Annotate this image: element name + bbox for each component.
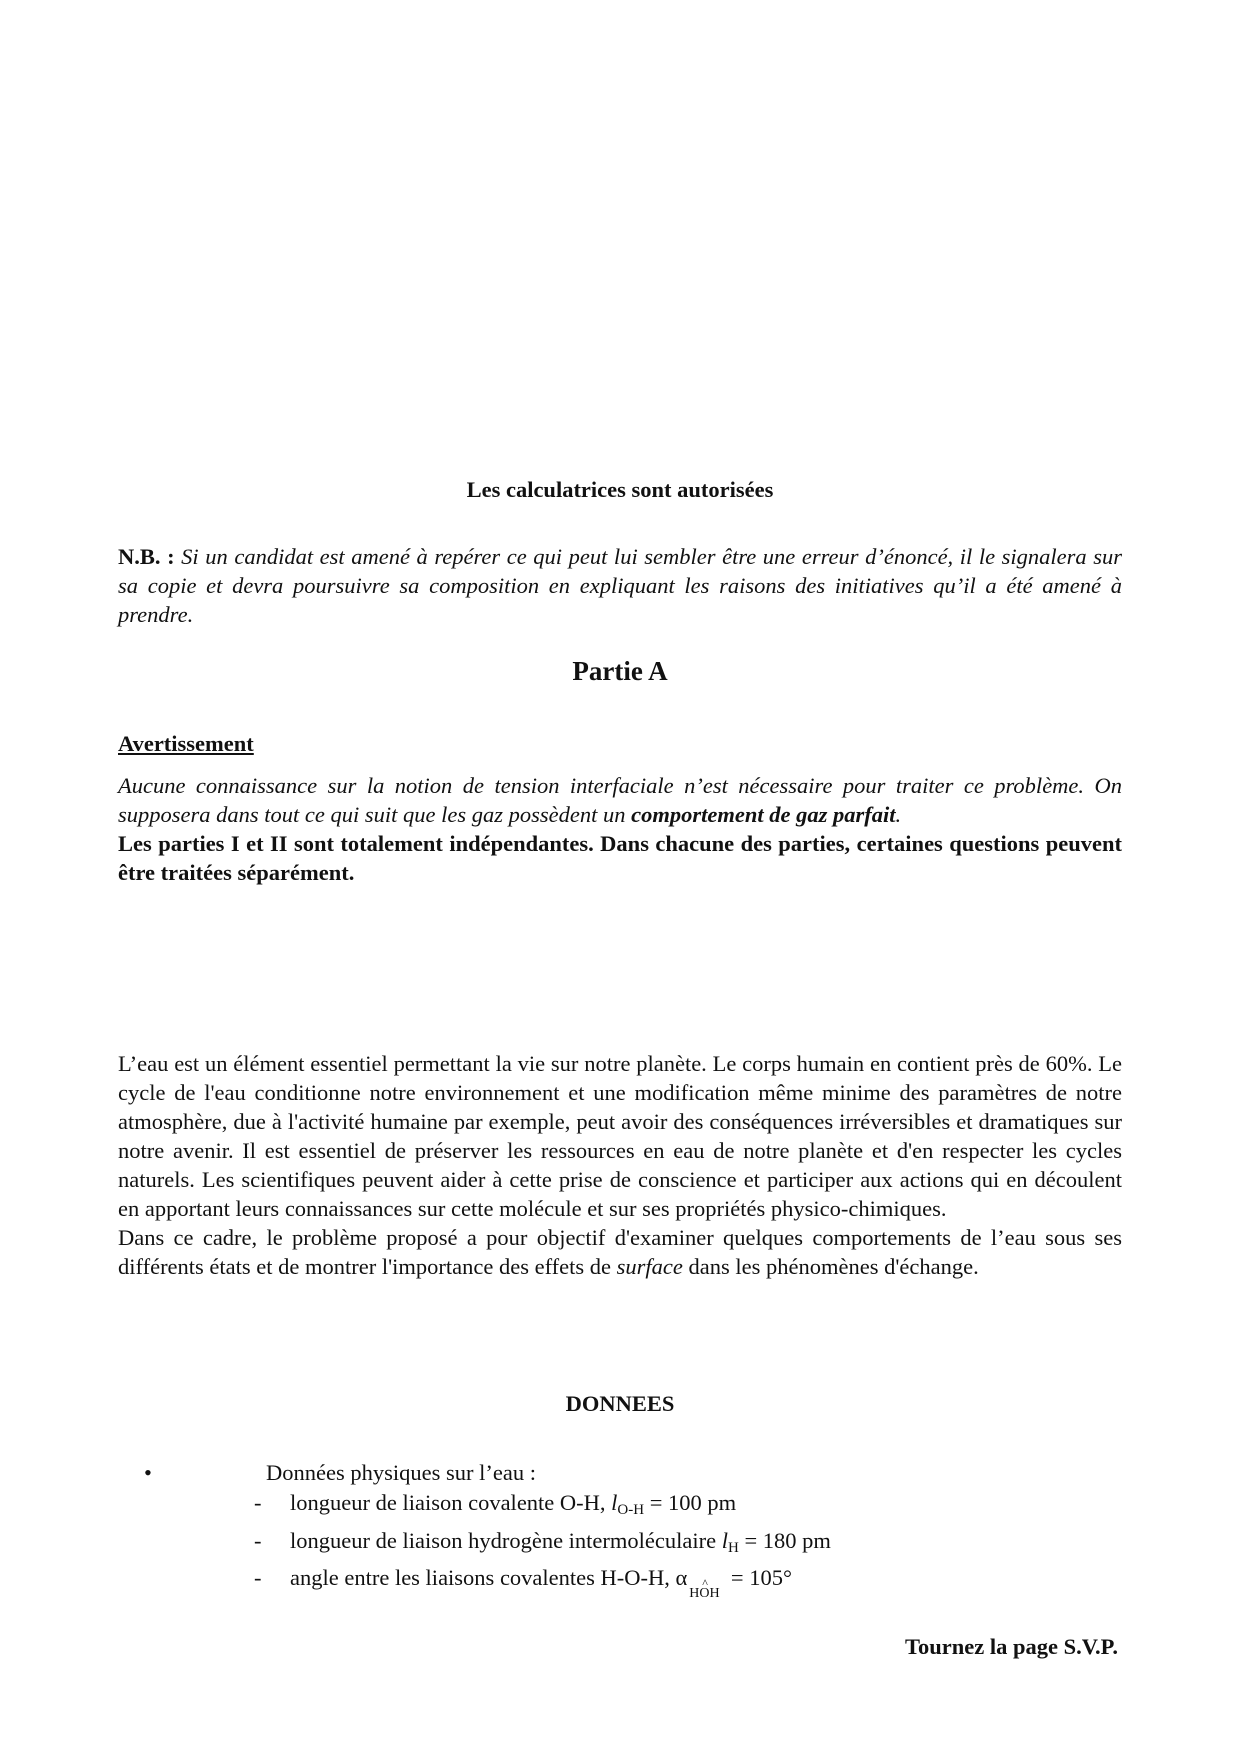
intro-text — [118, 1049, 1122, 1281]
partie-title: Partie A — [572, 656, 668, 686]
intro-paragraph-2-italic: surface — [616, 1254, 683, 1279]
intro-paragraph-1: L’eau est un élément essentiel permettant la vie sur notre planète. Le corps humain en contient près de 60%. Le cycle de l'eau conditionne notre environnement et une modification même minime des paramètres de notre atmosphère, due à l'activité humaine par exemple, peut avoir des conséquences irréversibles et dramatiques sur notre avenir. Il est essentiel de préserver les ressources en eau de notre planète et d'en respecter les cycles naturels. Les scientifiques peuvent aider à cette prise de conscience et participer aux actions qui en découlent en apportant leurs connaissances sur cette molécule et sur ses propriétés physico-chimiques. — [118, 1051, 1122, 1221]
item-text: longueur de liaison covalente O-H, — [290, 1490, 606, 1515]
item-value: = 105° — [730, 1565, 792, 1590]
item-value: = 180 pm — [744, 1527, 831, 1553]
avertissement-italic-text: Aucune connaissance sur la notion de tension interfaciale n’est nécessaire pour traiter ce problème. On supposera dans tout ce qui suit que les gaz possèdent un — [118, 773, 1122, 827]
item-text: longueur de liaison hydrogène intermoléculaire — [290, 1527, 717, 1553]
bullet-icon: • — [144, 1460, 152, 1485]
nb-label: N.B. : — [118, 544, 175, 569]
item-text: angle entre les liaisons covalentes H-O-H, — [290, 1565, 670, 1590]
avertissement-body — [118, 771, 1122, 887]
item-symbol: l — [611, 1490, 618, 1515]
calculators-notice: Les calculatrices sont autorisées — [466, 477, 774, 502]
list-item — [254, 1488, 831, 1526]
item-subscript: O-H — [617, 1502, 645, 1518]
avertissement-title: Avertissement — [118, 731, 254, 756]
list-item — [254, 1563, 831, 1609]
donnees-title: DONNEES — [565, 1391, 675, 1416]
intro-paragraph-2-end: dans les phénomènes d'échange. — [688, 1254, 979, 1279]
dash-icon: - — [254, 1490, 262, 1515]
dash-icon: - — [254, 1565, 262, 1590]
avertissement-bold-text: Les parties I et II sont totalement indépendantes. Dans chacune des parties, certaines questions peuvent être traitées séparément. — [118, 831, 1122, 885]
nb-text: Si un candidat est amené à repérer ce qui peut lui sembler être une erreur d’énoncé, il le signalera sur sa copie et devra poursuivre sa composition en expliquant les raisons des initiatives qu’il a été amené à prendre. — [118, 544, 1123, 627]
nb-paragraph — [118, 542, 1122, 629]
intro-paragraph-2-start: Dans ce cadre, le problème proposé a pour objectif d'examiner quelques comportements de l’eau sous ses différents états et de montrer l'importance des effets de — [118, 1225, 1122, 1279]
donnees-bullet-text: Données physiques sur l’eau : — [266, 1460, 536, 1485]
turn-page-notice: Tournez la page S.V.P. — [905, 1634, 1118, 1659]
item-subscript-wrap — [689, 1576, 720, 1609]
avertissement-period: . — [895, 802, 902, 827]
hat-icon: ^ — [702, 1576, 708, 1590]
item-subscript: HOH — [689, 1586, 720, 1601]
item-value: = 100 pm — [649, 1490, 737, 1515]
donnees-list — [254, 1488, 831, 1609]
item-symbol: α — [675, 1565, 688, 1590]
list-item — [254, 1526, 831, 1564]
item-symbol: l — [721, 1527, 728, 1553]
item-subscript: H — [728, 1539, 739, 1556]
dash-icon: - — [254, 1527, 262, 1553]
avertissement-bold-italic: comportement de gaz parfait — [631, 802, 896, 827]
